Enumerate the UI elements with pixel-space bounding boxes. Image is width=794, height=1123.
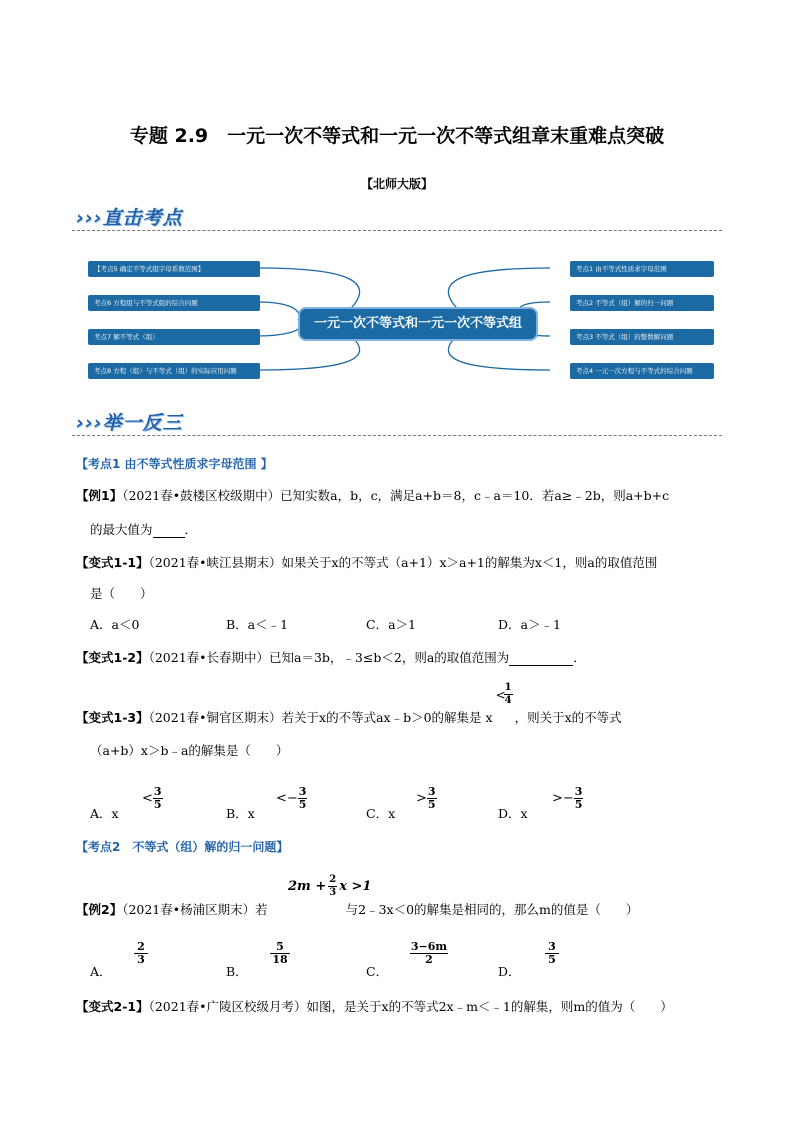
variant-1-1-tag: 【变式1-1】 — [76, 555, 149, 570]
dashed-divider — [72, 435, 722, 436]
variant-1-1-line-1 — [76, 553, 657, 571]
option-sign: <− — [276, 791, 298, 806]
option-sign: > — [416, 791, 427, 806]
fraction-numerator: 3 — [298, 785, 307, 798]
option-a — [90, 804, 119, 822]
option-c-math — [416, 786, 437, 811]
option-letter: C．x — [366, 806, 396, 821]
option-b: B．a＜﹣1 — [226, 617, 289, 632]
math-part: x >1 — [339, 879, 372, 894]
variant-2-1-text: （2021春•广陵区校级月考）如图，是关于x的不等式2x﹣m＜﹣1的解集，则m的值为（ ） — [148, 999, 673, 1014]
fraction — [298, 786, 308, 811]
answer-blank — [509, 650, 573, 666]
section-header-practice — [72, 408, 722, 436]
section-header-direct — [72, 203, 722, 231]
example-1-tag: 【例1】 — [76, 488, 123, 503]
fraction-denominator: 3 — [329, 887, 337, 898]
option-a: A． — [90, 964, 112, 979]
option-b-fraction — [270, 941, 290, 966]
example-2-inequality — [288, 874, 371, 899]
mindmap-node-kaodian8: 考点8 方程（组）与不等式（组）的实际应用问题 — [88, 363, 260, 379]
mindmap-node-kaodian1: 考点1 由不等式性质求字母范围 — [570, 261, 714, 277]
example-1-line-2 — [90, 520, 197, 538]
answer-blank — [153, 522, 185, 538]
example-1-text: （2021春•鼓楼区校级期中）已知实数a，b，c，满足a+b＝8，c﹣a＝10．若a≥﹣2b，则a+b+c — [122, 488, 670, 503]
option-a: A．a＜0 — [90, 617, 140, 632]
option-letter: B．x — [226, 806, 255, 821]
dashed-divider — [72, 230, 722, 231]
fraction-denominator: 5 — [153, 798, 162, 811]
math-part: 2m + — [288, 879, 327, 894]
variant-1-1-text: （2021春•峡江县期末）如果关于x的不等式（a+1）x＞a+1的解集为x＜1，则a的取值范围 — [148, 555, 658, 570]
variant-2-1-tag: 【变式2-1】 — [76, 999, 149, 1014]
option-d — [498, 804, 528, 822]
example-1-line-1 — [76, 486, 669, 504]
variant-1-3-text-2: ，则关于x的不等式 — [514, 710, 622, 725]
example-2-line — [76, 900, 638, 918]
fraction-denominator: 3 — [137, 953, 145, 966]
fraction-numerator: 2 — [134, 941, 148, 954]
fraction-denominator: 2 — [425, 953, 433, 966]
variant-1-2-line — [76, 648, 586, 666]
example-2-text: （2021春•杨浦区期末）若 — [122, 902, 268, 917]
option-c: C． — [366, 964, 389, 979]
option-d: D． — [498, 964, 521, 979]
option-d-fraction — [545, 941, 559, 966]
variant-1-3-line-1 — [76, 682, 622, 726]
option-sign: < — [142, 791, 153, 806]
fraction — [504, 682, 513, 707]
variant-1-2-tag: 【变式1-2】 — [76, 650, 149, 665]
inline-fraction-quarter — [493, 682, 515, 722]
variant-1-2-post: ． — [573, 650, 586, 665]
mindmap-node-kaodian5: 【考点5 确定不等式组字母系数范围】 — [88, 261, 260, 277]
kaodian-1-heading: 【考点1 由不等式性质求字母范围 】 — [76, 457, 273, 471]
edition-label: 【北师大版】 — [360, 177, 433, 191]
mindmap-node-kaodian7: 考点7 解不等式（组） — [88, 329, 260, 345]
example-2-tag: 【例2】 — [76, 902, 123, 917]
fraction-denominator: 5 — [548, 953, 556, 966]
variant-2-1-line — [76, 997, 673, 1015]
option-a-math — [142, 786, 163, 811]
mindmap-node-kaodian3: 考点3 不等式（组）的整数解问题 — [570, 329, 714, 345]
option-c-fraction — [410, 941, 448, 966]
variant-1-3-text: （2021春•铜官区期末）若关于x的不等式ax﹣b＞0的解集是 x — [148, 710, 493, 725]
fraction-numerator: 2 — [329, 874, 337, 885]
option-c: C．a＞1 — [366, 617, 416, 632]
fraction — [328, 874, 337, 899]
fraction-numerator: 3 — [153, 785, 162, 798]
section-label: ›››举一反三 — [76, 412, 183, 434]
fraction-numerator: 5 — [270, 941, 290, 954]
kaodian-2-heading: 【考点2 不等式（组）解的归一问题】 — [76, 840, 289, 854]
fraction-denominator: 5 — [298, 798, 307, 811]
fraction-numerator: 3 — [574, 785, 583, 798]
option-b — [226, 804, 255, 822]
option-d: D．a＞﹣1 — [498, 617, 561, 632]
example-1-text-3: ． — [184, 522, 198, 537]
option-d-math — [552, 786, 583, 811]
option-letter: D．x — [498, 806, 528, 821]
fraction-numerator: 3 — [545, 941, 559, 954]
page-title: 专题 2.9 一元一次不等式和一元一次不等式组章末重难点突破 — [129, 125, 665, 147]
mindmap-node-kaodian4: 考点4 一元一次方程与不等式的综合问题 — [570, 363, 714, 379]
fraction-denominator: 4 — [504, 695, 512, 706]
option-b: B． — [226, 964, 248, 979]
fraction-numerator: 3−6m — [410, 940, 448, 953]
fraction-numerator: 1 — [504, 682, 512, 693]
example-2-text-2: 与2﹣3x＜0的解集是相同的，那么m的值是（ ） — [345, 902, 639, 917]
variant-1-3-tag: 【变式1-3】 — [76, 710, 149, 725]
fraction — [153, 786, 163, 811]
fraction — [427, 786, 437, 811]
variant-1-1-line-2: 是（ ） — [90, 586, 153, 601]
option-sign: >− — [552, 791, 574, 806]
variant-1-3-line-2: （a+b）x＞b﹣a的解集是（ ） — [90, 743, 289, 758]
fraction-denominator: 5 — [574, 798, 583, 811]
fraction-denominator: 5 — [427, 798, 436, 811]
option-letter: A．x — [90, 806, 119, 821]
fraction-denominator: 18 — [272, 953, 288, 966]
variant-1-2-text: （2021春•长春期中）已知a＝3b，﹣3≤b＜2，则a的取值范围为 — [148, 650, 510, 665]
option-c — [366, 804, 395, 822]
mindmap-center-node: 一元一次不等式和一元一次不等式组 — [298, 307, 538, 341]
mindmap-node-kaodian2: 考点2 不等式（组）解的归一问题 — [570, 295, 714, 311]
fraction-numerator: 3 — [427, 785, 436, 798]
fraction — [574, 786, 584, 811]
fraction-sign: < — [495, 688, 506, 702]
example-1-text-2: 的最大值为 — [90, 522, 153, 537]
option-b-math — [276, 786, 307, 811]
mindmap-node-kaodian6: 考点6 方程组与不等式组的综合问题 — [88, 295, 260, 311]
option-a-fraction — [134, 941, 148, 966]
section-label: ›››直击考点 — [76, 207, 183, 229]
